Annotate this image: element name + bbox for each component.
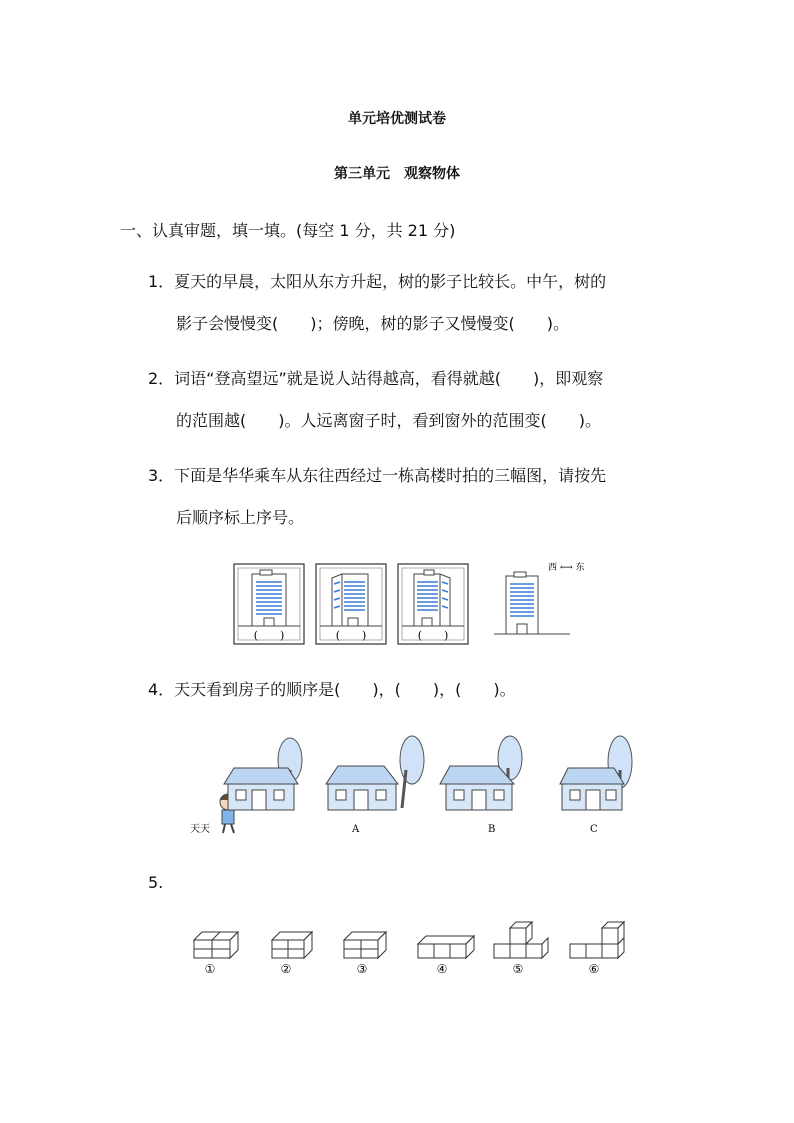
person-label: 天天 bbox=[190, 824, 210, 835]
cube-label-1: ① bbox=[204, 962, 216, 976]
q1-line1: 1．夏天的早晨，太阳从东方升起，树的影子比较长。中午，树的 bbox=[148, 272, 607, 291]
cube-group-3 bbox=[344, 932, 386, 958]
reference-building bbox=[494, 561, 585, 634]
cube-group-5 bbox=[494, 922, 548, 958]
house-1 bbox=[224, 738, 302, 810]
house-c bbox=[560, 736, 632, 810]
q2-line1: 2．词语“登高望远”就是说人站得越高，看得就越( )，即观察 bbox=[148, 369, 604, 388]
cube-group-4 bbox=[418, 936, 474, 958]
cube-label-4: ④ bbox=[436, 962, 448, 976]
cube-label-5: ⑤ bbox=[512, 962, 524, 976]
cube-group-2 bbox=[272, 932, 312, 958]
house-label-a: A bbox=[352, 824, 360, 835]
cube-group-1 bbox=[194, 932, 238, 958]
q3-line1: 3．下面是华华乘车从东往西经过一栋高楼时拍的三幅图，请按先 bbox=[148, 466, 607, 485]
cube-figures bbox=[188, 918, 638, 978]
q5-label: 5. bbox=[148, 873, 164, 892]
q4-line1: 4．天天看到房子的顺序是( )，( )，( )。 bbox=[148, 680, 516, 699]
cube-group-6 bbox=[570, 922, 624, 958]
q2-line2: 的范围越( )。人远离窗子时，看到窗外的范围变( )。 bbox=[176, 411, 601, 430]
cube-label-3: ③ bbox=[356, 962, 368, 976]
q1-line2: 影子会慢慢变( )；傍晚，树的影子又慢慢变( )。 bbox=[176, 314, 569, 333]
building-frame-1 bbox=[234, 564, 304, 644]
house-figures bbox=[188, 730, 648, 840]
house-label-c: C bbox=[590, 824, 598, 835]
page-title: 单元培优测试卷 bbox=[348, 111, 446, 127]
building-figures bbox=[230, 560, 630, 650]
direction-label: 西 ⟷ 东 bbox=[548, 563, 585, 573]
house-a bbox=[326, 736, 424, 810]
cube-label-2: ② bbox=[280, 962, 292, 976]
blank-2: ( ) bbox=[335, 629, 367, 642]
q3-line2: 后顺序标上序号。 bbox=[176, 508, 305, 527]
building-frame-3 bbox=[398, 564, 468, 644]
house-b bbox=[440, 736, 522, 810]
blank-3: ( ) bbox=[417, 629, 449, 642]
building-frame-2 bbox=[316, 564, 386, 644]
unit-subtitle: 第三单元 观察物体 bbox=[334, 166, 460, 182]
cube-label-6: ⑥ bbox=[588, 962, 600, 976]
blank-1: ( ) bbox=[253, 629, 285, 642]
house-label-b: B bbox=[488, 824, 496, 835]
section-heading: 一、认真审题，填一填。(每空 1 分，共 21 分) bbox=[120, 221, 456, 240]
